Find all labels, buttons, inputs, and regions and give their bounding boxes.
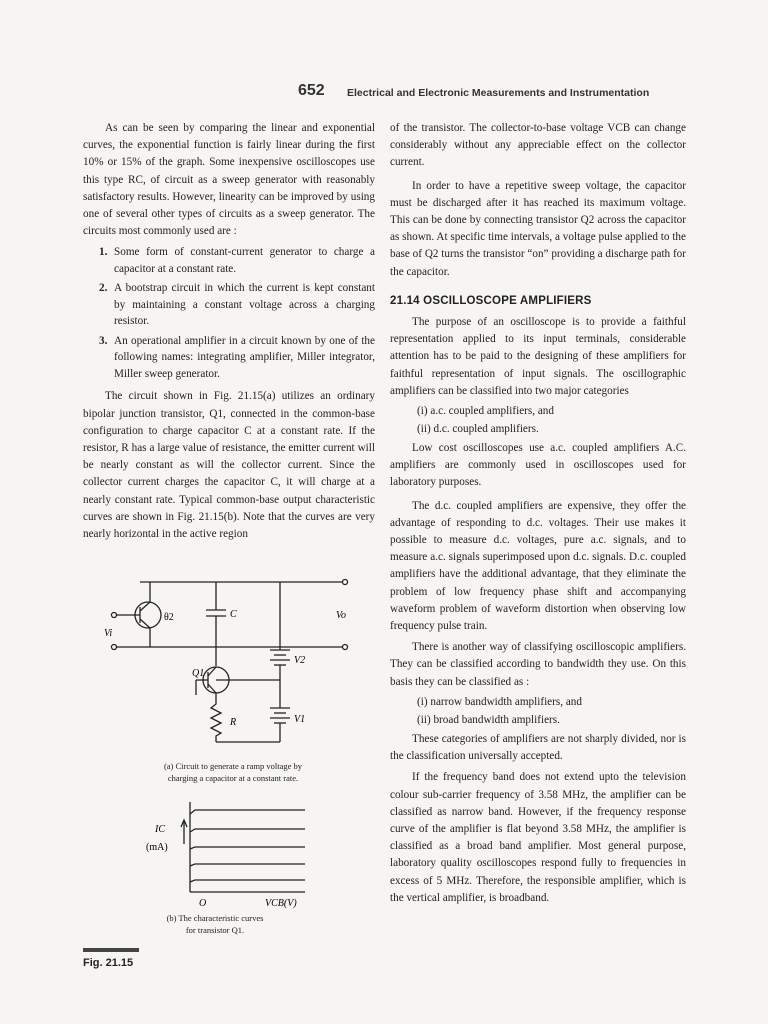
- paragraph: There is another way of classifying oscilloscopic amplifiers. They can be classified according to bandwidth they use. On this basis they can be classified as :: [390, 641, 686, 688]
- label-vo: Vo: [336, 610, 346, 621]
- label-vi: Vi: [104, 628, 113, 639]
- characteristic-curves: [140, 792, 310, 912]
- category-list: [390, 402, 686, 438]
- paragraph: The circuit shown in Fig. 21.15(a) utilizes an ordinary bipolar junction transistor, Q1, connected in the common-base configuration to charge capacitor C at a constant rate. If the resistor, R has a large value of resistance, the emitter current will be nearly constant as will the collector current. Since the collector current charges the capacitor C, it will charge at a nearly constant rate. Typical common-base output characteristic curves are shown in Fig. 21.15(b). Note that the curves are very nearly horizontal in the active region: [83, 390, 375, 541]
- label-c: C: [230, 609, 237, 620]
- list-item: 3. An operational amplifier in a circuit known by one of the following names: integrating amplifier, Miller integrator, Miller sweep generator.: [99, 334, 375, 380]
- running-header: Electrical and Electronic Measurements and Instrumentation: [347, 87, 650, 99]
- paragraph: Low cost oscilloscopes use a.c. coupled amplifiers A.C. amplifiers are commonly used in oscilloscopes used for laboratory purposes.: [390, 442, 686, 489]
- paragraph: In order to have a repetitive sweep voltage, the capacitor must be discharged after it has reached its maximum voltage. This can be done by connecting transistor Q2 across the capacitor as shown. At specific time intervals, a voltage pulse applied to the base of Q2 turns the transistor “on” providing a discharge path for the capacitor.: [390, 179, 686, 278]
- list-item: (i) narrow bandwidth amplifiers, and: [417, 695, 582, 708]
- list-item: (ii) broad bandwidth amplifiers.: [417, 713, 560, 726]
- label-o: O: [199, 898, 207, 909]
- paragraph: of the transistor. The collector-to-base voltage VCB can change considerably without any appreciable effect on the collector current.: [390, 122, 686, 169]
- label-q2: θ2: [164, 612, 174, 623]
- paragraph: The purpose of an oscilloscope is to provide a faithful representation applied to its input terminals, considerable attention has to be paid to the designing of these amplifiers for faithful representation of input signals. The oscillographic amplifiers can be classified into two major categories: [390, 316, 686, 397]
- paragraph: As can be seen by comparing the linear and exponential curves, the exponential function is fairly linear during the first 10% or 15% of the graph. Some inexpensive oscilloscopes use this type RC, of circuit as a sweep generator with reasonably satisfactory results. However, linearity can be improved by using one of several other types of circuits as a sweep generator. The circuits most commonly used are :: [83, 122, 375, 238]
- paragraph: The d.c. coupled amplifiers are expensive, they offer the advantage of responding to d.c. voltages. Their use makes it possible to measure d.c. voltages, pure a.c. signals, and to measure a.c. signals superimposed upon d.c. signals. D.c. coupled amplifiers have the additional advantage, that they eliminate the problem of low frequency phase shift and accompanying waveform problem of waveform distortion when observing low frequency pulse train.: [390, 499, 686, 633]
- list-item: (i) a.c. coupled amplifiers, and: [417, 405, 554, 418]
- label-vcb: VCB(V): [265, 898, 297, 909]
- caption-b: (b) The characteristic curves for transistor Q1.: [166, 913, 264, 935]
- label-q1: Q1: [192, 668, 205, 679]
- label-r: R: [230, 717, 237, 728]
- paragraph: These categories of amplifiers are not sharply divided, nor is the classification universally accepted.: [390, 732, 686, 763]
- label-ic: IC: [155, 824, 165, 835]
- label-v2: V2: [294, 655, 306, 666]
- bandwidth-list: [390, 693, 686, 729]
- circuit-diagram: [100, 570, 360, 760]
- paragraph: If the frequency band does not extend upto the television colour sub-carrier frequency of 3.58 MHz, the amplifier can be classified as narrow band. However, if the frequency response curve of the amplifier is flat beyond 3.58 MHz, the amplifier is classified as a broad band amplifier. Most general purpose, laboratory quality oscilloscopes respond fully to frequencies in excess of 5 MHz. Therefore, the responsible amplifier, which is the vertical amplifier, is broadband.: [390, 771, 686, 904]
- figure-label: Fig. 21.15: [83, 957, 134, 969]
- list-item: 2. A bootstrap circuit in which the current is kept constant by maintaining a constant voltage across a charging resistor.: [99, 282, 375, 328]
- section-heading: 21.14 OSCILLOSCOPE AMPLIFIERS: [390, 294, 592, 307]
- left-column: [83, 120, 375, 543]
- label-ma: (mA): [146, 842, 168, 853]
- numbered-list: [83, 244, 375, 382]
- label-v1: V1: [294, 714, 306, 725]
- caption-a: (a) Circuit to generate a ramp voltage by charging a capacitor at a constant rate.: [163, 761, 303, 783]
- list-item: 1. Some form of constant-current generator to charge a capacitor at a constant rate.: [99, 246, 375, 275]
- right-column: [390, 120, 686, 907]
- list-item: (ii) d.c. coupled amplifiers.: [417, 423, 539, 436]
- figure-label-bar: [83, 948, 139, 952]
- page-number: 652: [298, 82, 325, 99]
